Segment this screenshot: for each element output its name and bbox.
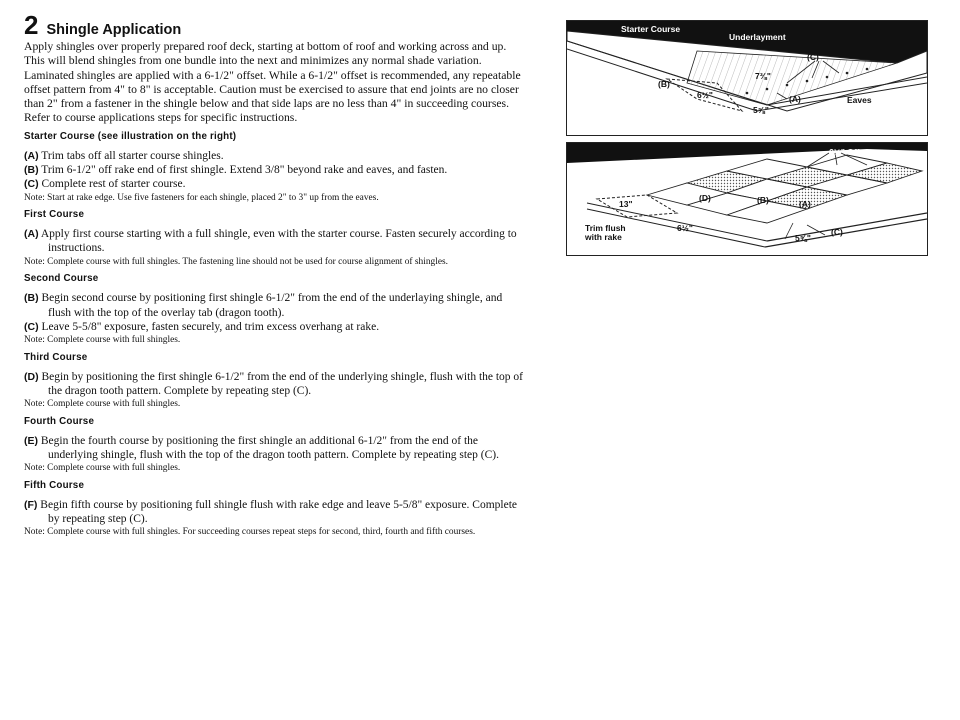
step-letter: (A) xyxy=(24,149,39,162)
first-note: Note: Complete course with full shingles. The fastening line should not be used for course alignment of shingles. xyxy=(24,256,448,267)
step-letter: (E) xyxy=(24,434,38,447)
fifth-note: Note: Complete course with full shingles. For succeeding courses repeat steps for second, third, fourth and fifth courses. xyxy=(24,527,476,538)
dimension-6-label: 6½" xyxy=(697,90,713,100)
step-letter: (F) xyxy=(24,498,38,511)
second-step-b xyxy=(24,291,524,320)
starter-step-c xyxy=(24,177,524,191)
dimension-7-label: 7⅜" xyxy=(755,71,771,81)
step-text: Complete rest of starter course. xyxy=(41,178,186,191)
section-header xyxy=(24,12,524,38)
offset-courses-illustration xyxy=(566,142,928,256)
fourth-note: Note: Complete course with full shingles. xyxy=(24,463,181,474)
step-letter: (D) xyxy=(24,370,39,383)
step-letter: (C) xyxy=(24,320,39,333)
starter-note: Note: Start at rake edge. Use five fasteners for each shingle, placed 2" to 3" up from the eaves. xyxy=(24,192,379,203)
starter-step-b xyxy=(24,163,524,177)
callout-a-label: (A) xyxy=(799,199,811,209)
shingle-grid xyxy=(647,155,922,223)
first-course-heading: First Course xyxy=(24,209,85,221)
eaves-line xyxy=(765,219,927,247)
offset-courses-drawing xyxy=(567,143,927,255)
step-letter: (C) xyxy=(24,178,39,191)
callout-b-label: (B) xyxy=(658,79,670,89)
dimension-5-label: 5⅝" xyxy=(753,105,769,115)
starter-course-label: Starter Course xyxy=(621,24,681,34)
fourth-course-heading: Fourth Course xyxy=(24,415,95,427)
section-intro: Apply shingles over properly prepared roof deck, starting at bottom of roof and working across and up. This will blend shingles from one bundle into the next and minimizes any normal shade variation. Laminated shingles are applied with a 6-1/2" offset. While a 6-1/2" offset is recommended, any repeatable offset pattern from 4" to 8" is acceptable. Caution must be exercised to assure that end joints are no closer than 2" from a fastener in the shingle below and that side laps are no less than 4" in succeeding courses. Refer to course applications steps for specific instructions. xyxy=(24,40,521,125)
eaves-label: Eaves xyxy=(847,95,872,105)
dimension-6-label: 6½" xyxy=(677,223,693,233)
section-number: 2 xyxy=(24,10,39,40)
second-note: Note: Complete course with full shingles. xyxy=(24,335,181,346)
dimension-13-label: 13" xyxy=(619,199,633,209)
starter-course-illustration xyxy=(566,20,928,136)
step-text: Begin the fourth course by positioning the first shingle an additional 6-1/2" from the end of the underlying shingle, flush with the top of the dragon tooth pattern. Complete by repeating step (C). xyxy=(40,434,499,462)
third-step-d xyxy=(24,370,524,399)
section-title: Shingle Application xyxy=(46,22,182,38)
starter-course-drawing xyxy=(567,21,927,135)
third-note: Note: Complete course with full shingles. xyxy=(24,399,181,410)
callout-d-label: (D) xyxy=(699,193,711,203)
fifth-step-f xyxy=(24,498,524,527)
dimension-5-label: 5⅝" xyxy=(795,233,811,243)
third-course-heading: Third Course xyxy=(24,351,88,363)
step-text: Begin by positioning the first shingle 6-1/2" from the end of the underlying shingle, flush with the top of the dragon tooth pattern. Complete by repeating step (C). xyxy=(41,370,524,397)
offsets-label: 6½" Offsets xyxy=(829,147,877,157)
second-step-c xyxy=(24,320,524,334)
step-letter: (B) xyxy=(24,292,39,305)
step-text: Apply first course starting with a full shingle, even with the starter course. Fasten securely according to instructions. xyxy=(40,228,517,255)
trim-flush-label: Trim flush xyxy=(585,223,626,233)
step-text: Begin second course by positioning first shingle 6-1/2" from the end of the underlaying shingle, and flush with the top of the overlay tab (dragon tooth). xyxy=(41,292,503,319)
step-text: Leave 5-5/8" exposure, fasten securely, and trim excess overhang at rake. xyxy=(41,320,380,333)
instructions-column xyxy=(24,12,524,544)
starter-step-a xyxy=(24,149,524,163)
fourth-step-e xyxy=(24,434,524,463)
first-step-a xyxy=(24,227,524,256)
step-letter: (A) xyxy=(24,228,39,241)
callout-b-label: (B) xyxy=(757,195,769,205)
starter-course-heading: Starter Course (see illustration on the right) xyxy=(24,130,237,142)
step-text: Trim tabs off all starter course shingles. xyxy=(41,149,224,162)
with-rake-label: with rake xyxy=(585,232,622,242)
step-text: Begin fifth course by positioning full shingle flush with rake edge and leave 5-5/8" exposure. Complete by repeating step (C). xyxy=(40,498,518,526)
underlayment-label: Underlayment xyxy=(729,32,786,42)
step-text: Trim 6-1/2" off rake end of first shingle. Extend 3/8" beyond rake and eaves, and fasten. xyxy=(41,164,448,177)
callout-c-label: (C) xyxy=(807,52,819,62)
fifth-course-heading: Fifth Course xyxy=(24,479,85,491)
step-letter: (B) xyxy=(24,164,39,177)
callout-a-label: (A) xyxy=(789,94,801,104)
second-course-heading: Second Course xyxy=(24,273,99,285)
callout-c-label: (C) xyxy=(831,227,843,237)
